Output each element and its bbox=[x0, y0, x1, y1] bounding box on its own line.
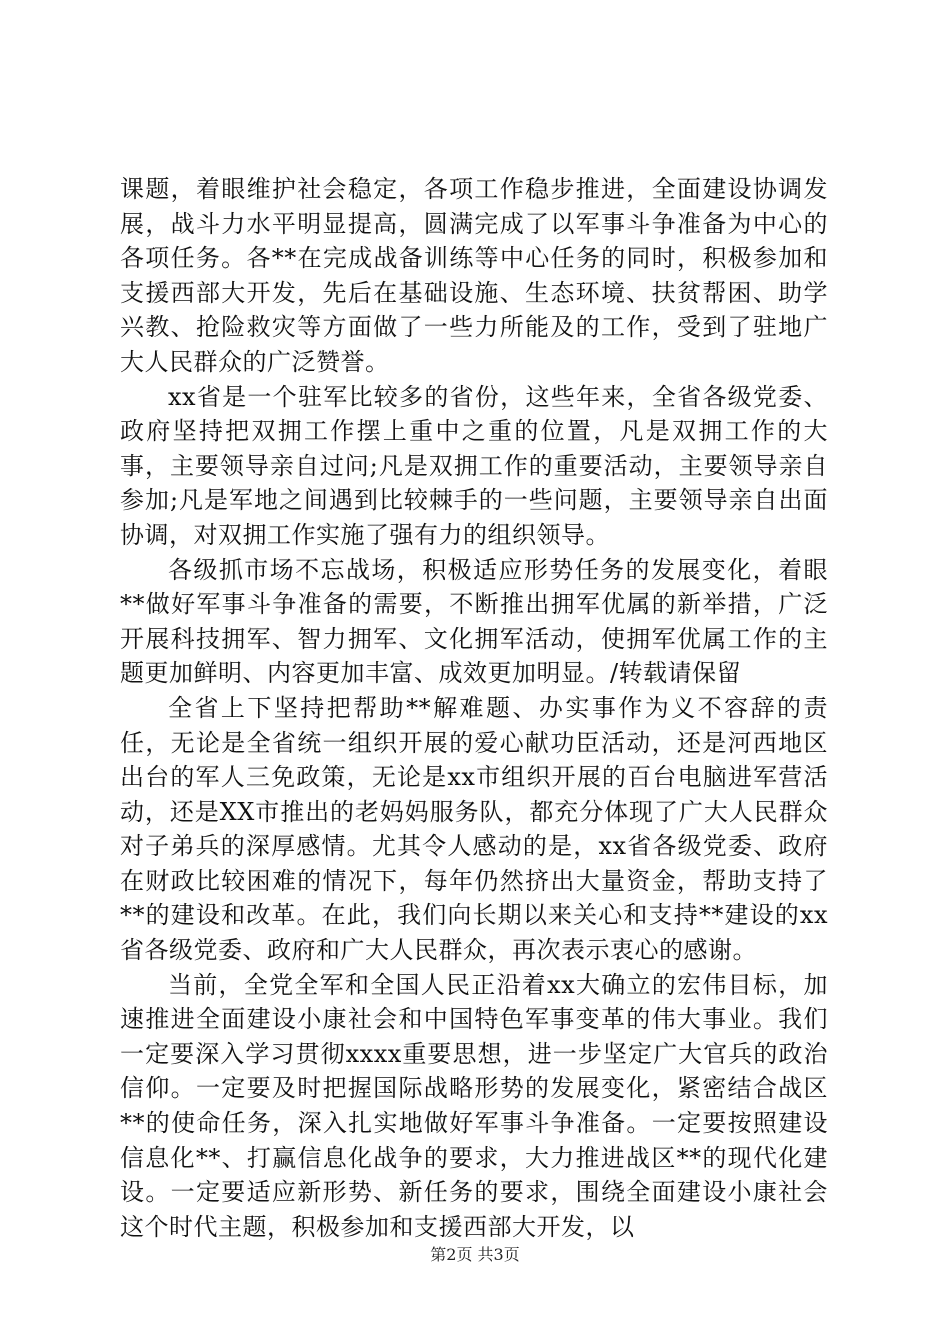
paragraph-5: 当前，全党全军和全国人民正沿着xx大确立的宏伟目标，加速推进全面建设小康社会和中国特色军事变革的伟大事业。我们一定要深入学习贯彻xxxx重要思想，进一步坚定广大官兵的政治信仰。一定要及时把握国际战略形势的发展变化，紧密结合战区**的使命任务，深入扎实地做好军事斗争准备。一定要按照建设信息化**、打赢信息化战争的要求，大力推进战区**的现代化建设。一定要适应新形势、新任务的要求，围绕全面建设小康社会这个时代主题，积极参加和支援西部大开发，以 bbox=[120, 970, 828, 1241]
paragraph-1: 课题，着眼维护社会稳定，各项工作稳步推进，全面建设协调发展，战斗力水平明显提高，圆满完成了以军事斗争准备为中心的各项任务。各**在完成战备训练等中心任务的同时，积极参加和支援西部大开发，先后在基础设施、生态环境、扶贫帮困、助学兴教、抢险救灾等方面做了一些力所能及的工作，受到了驻地广大人民群众的广泛赞誉。 bbox=[120, 175, 828, 376]
paragraph-3: 各级抓市场不忘战场，积极适应形势任务的发展变化，着眼**做好军事斗争准备的需要，不断推出拥军优属的新举措，广泛开展科技拥军、智力拥军、文化拥军活动，使拥军优属工作的主题更加鲜明、内容更加丰富、成效更加明显。/转载请保留 bbox=[120, 555, 828, 688]
paragraph-2: xx省是一个驻军比较多的省份，这些年来，全省各级党委、政府坚持把双拥工作摆上重中之重的位置，凡是双拥工作的大事，主要领导亲自过问;凡是双拥工作的重要活动，主要领导亲自参加;凡是军地之间遇到比较棘手的一些问题，主要领导亲自出面协调，对双拥工作实施了强有力的组织领导。 bbox=[120, 382, 828, 549]
page-footer: 第2页 共3页 bbox=[430, 1245, 520, 1264]
paragraph-4: 全省上下坚持把帮助**解难题、办实事作为义不容辞的责任，无论是全省统一组织开展的爱心献功臣活动，还是河西地区出台的军人三免政策，无论是xx市组织开展的百台电脑进军营活动，还是XX市推出的老妈妈服务队，都充分体现了广大人民群众对子弟兵的深厚感情。尤其令人感动的是，xx省各级党委、政府在财政比较困难的情况下，每年仍然挤出大量资金，帮助支持了**的建设和改革。在此，我们向长期以来关心和支持**建设的xx省各级党委、政府和广大人民群众，再次表示衷心的感谢。 bbox=[120, 693, 828, 965]
document-body bbox=[120, 172, 828, 1244]
